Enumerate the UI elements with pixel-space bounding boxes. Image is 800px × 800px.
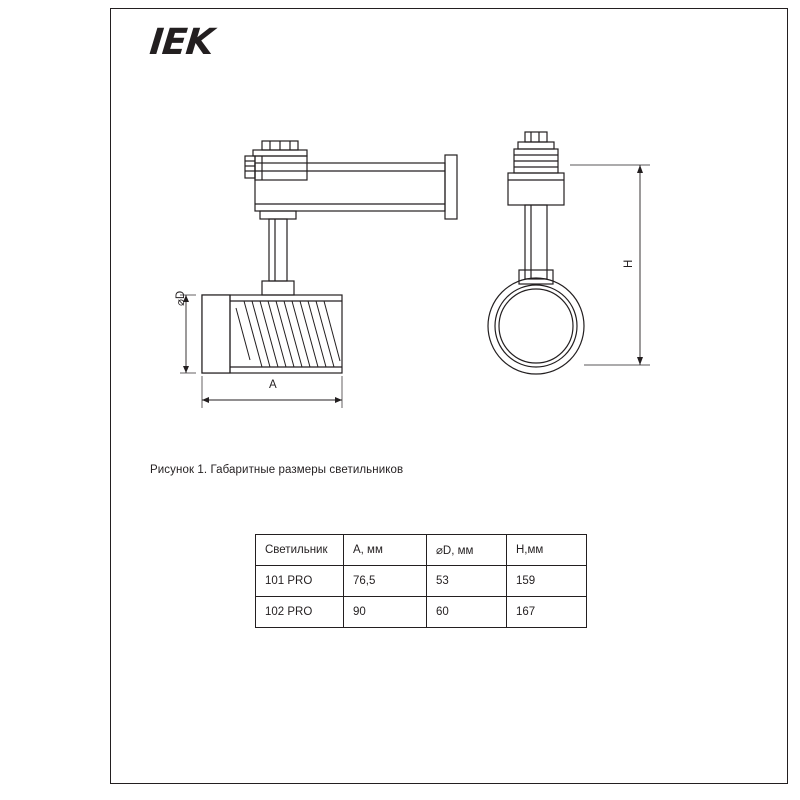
table-header-cell: ⌀D, мм [427, 535, 507, 566]
table-header-cell: A, мм [344, 535, 427, 566]
dimension-label-height: H [623, 259, 635, 268]
figure-caption: Рисунок 1. Габаритные размеры светильников [150, 464, 404, 476]
front-view-track-adapter [508, 132, 564, 205]
side-view-lamp-head [202, 295, 342, 373]
table-header-row [256, 535, 587, 566]
dimension-diameter [180, 295, 196, 373]
table-header-cell: H,мм [507, 535, 587, 566]
side-view-driver-housing [255, 155, 457, 219]
table-cell: 53 [427, 566, 507, 597]
front-view-stem [519, 205, 553, 284]
table-cell: 167 [507, 597, 587, 628]
table-cell: 60 [427, 597, 507, 628]
table-row [256, 566, 587, 597]
dimension-label-width: A [269, 379, 277, 391]
side-view-heatsink-fins [236, 301, 340, 367]
dimension-height [570, 165, 650, 365]
table-cell: 76,5 [344, 566, 427, 597]
dimension-label-diameter: ⌀D [175, 290, 187, 306]
table-cell: 90 [344, 597, 427, 628]
brand-logo: IEK [147, 22, 216, 63]
dimensions-table [255, 534, 587, 628]
front-view-lamp-head [488, 278, 584, 374]
table-cell: 159 [507, 566, 587, 597]
technical-drawing [110, 8, 788, 784]
side-view-stem [262, 219, 294, 295]
table-row [256, 597, 587, 628]
table-cell: 101 PRO [256, 566, 344, 597]
side-view-track-adapter [245, 141, 307, 180]
table-cell: 102 PRO [256, 597, 344, 628]
table-header-cell: Светильник [256, 535, 344, 566]
